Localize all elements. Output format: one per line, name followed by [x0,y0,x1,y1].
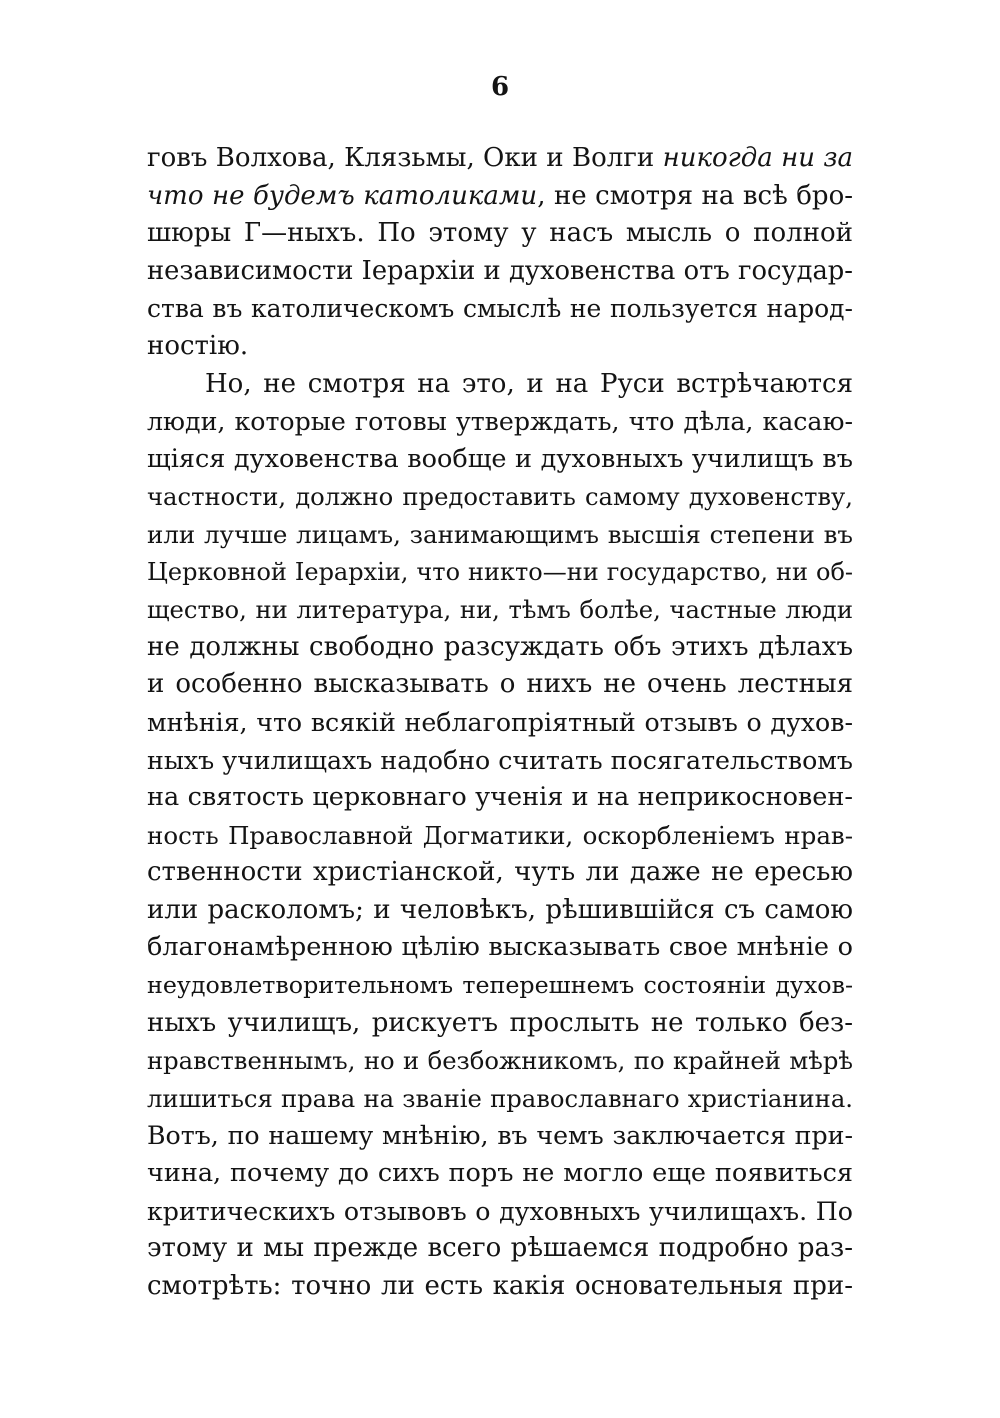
text-segment: нравственнымъ, но и безбожникомъ, по крайней мѣрѣ [147,1046,853,1076]
text-segment: ность Православной Догматики, оскорбленіемъ нрав- [147,820,853,850]
text-segment: Вотъ, по нашему мнѣнію, въ чемъ заключается при- [147,1121,853,1151]
text-segment: Но, не смотря на это, и на Руси встрѣчаются [205,368,853,399]
text-line [147,929,853,967]
text-line [147,1080,853,1118]
text-line [147,554,853,592]
text-line [147,290,853,328]
text-segment: этому и мы прежде всего рѣшаемся подробно раз- [147,1233,853,1264]
text-segment: критическихъ отзывовъ о духовныхъ училищахъ. По [147,1196,853,1226]
text-segment: ства въ католическомъ смыслѣ не пользуется народ- [147,294,853,324]
italic-text: никогда ни за [662,143,854,173]
text-segment: ственности христіанской, чуть ли даже не ересью [147,857,853,888]
text-segment: чина, почему до сихъ поръ не могло еще появиться [147,1158,853,1189]
text-segment: смотрѣть: точно ли есть какія основательныя при- [147,1270,853,1301]
text-line [147,854,853,892]
text-segment: ныхъ училищъ, рискуетъ прослыть не только без- [147,1007,853,1038]
text-line [147,629,853,667]
text-segment: Церковной Іерархіи, что никто—ни государство, ни об- [147,557,853,586]
text-segment: независимости Іерархіи и духовенства отъ государ- [147,255,853,286]
text-line [147,366,853,404]
text-segment: или лучше лицамъ, занимающимъ высшія степени въ [147,519,853,549]
text-line [147,215,853,253]
text-segment: , не смотря на всѣ бро- [537,180,854,211]
text-line [147,253,853,291]
text-segment: неудовлетворительномъ теперешнемъ состояніи духов- [147,971,853,1000]
text-line [147,1155,853,1193]
text-segment: ныхъ училищахъ надобно считать посягательствомъ [147,745,854,775]
text-segment: щіяся духовенства вообще и духовныхъ училищъ въ [147,443,853,474]
text-line [147,478,853,516]
text-line [147,1193,853,1231]
text-segment: лишиться права на званіе православнаго христіанина. [147,1083,853,1113]
text-segment: говъ Волхова, Клязьмы, Оки и Волги [147,143,663,173]
text-segment: благонамѣренною цѣлію высказывать свое мнѣніе о [147,932,853,963]
text-line [147,1117,853,1155]
text-line [147,591,853,629]
text-line [147,779,853,817]
italic-text: что не будемъ католиками [147,180,538,211]
text-line [147,967,853,1005]
text-segment: мнѣнія, что всякій неблагопріятный отзывъ о духов- [147,707,853,737]
text-line [147,817,853,855]
text-line [147,892,853,930]
text-line [147,328,853,366]
text-segment: люди, которые готовы утверждать, что дѣла, касаю- [147,407,853,437]
text-segment: не должны свободно разсуждать объ этихъ дѣлахъ [147,631,853,662]
text-segment: на святость церковнаго ученія и на неприкосновен- [147,782,853,813]
text-line [147,1268,853,1306]
text-segment: ностію. [147,330,249,361]
text-segment: и особенно высказывать о нихъ не очень лестныя [147,669,853,700]
text-segment: щество, ни литература, ни, тѣмъ болѣе, частные люди [147,595,853,625]
text-line [147,403,853,441]
text-line [147,1005,853,1043]
text-segment: частности, должно предоставить самому духовенству, [147,482,853,512]
text-line [147,742,853,780]
text-line [147,704,853,742]
text-segment: шюры Г—ныхъ. По этому у насъ мысль о полной [147,218,853,249]
text-segment: или расколомъ; и человѣкъ, рѣшившійся съ самою [147,894,853,925]
page-number: 6 [490,72,510,102]
text-line [147,178,853,216]
body-text [147,140,853,1305]
text-line [147,1042,853,1080]
text-line [147,140,853,178]
text-line [147,1230,853,1268]
text-line [147,516,853,554]
text-line [147,666,853,704]
text-line [147,441,853,479]
